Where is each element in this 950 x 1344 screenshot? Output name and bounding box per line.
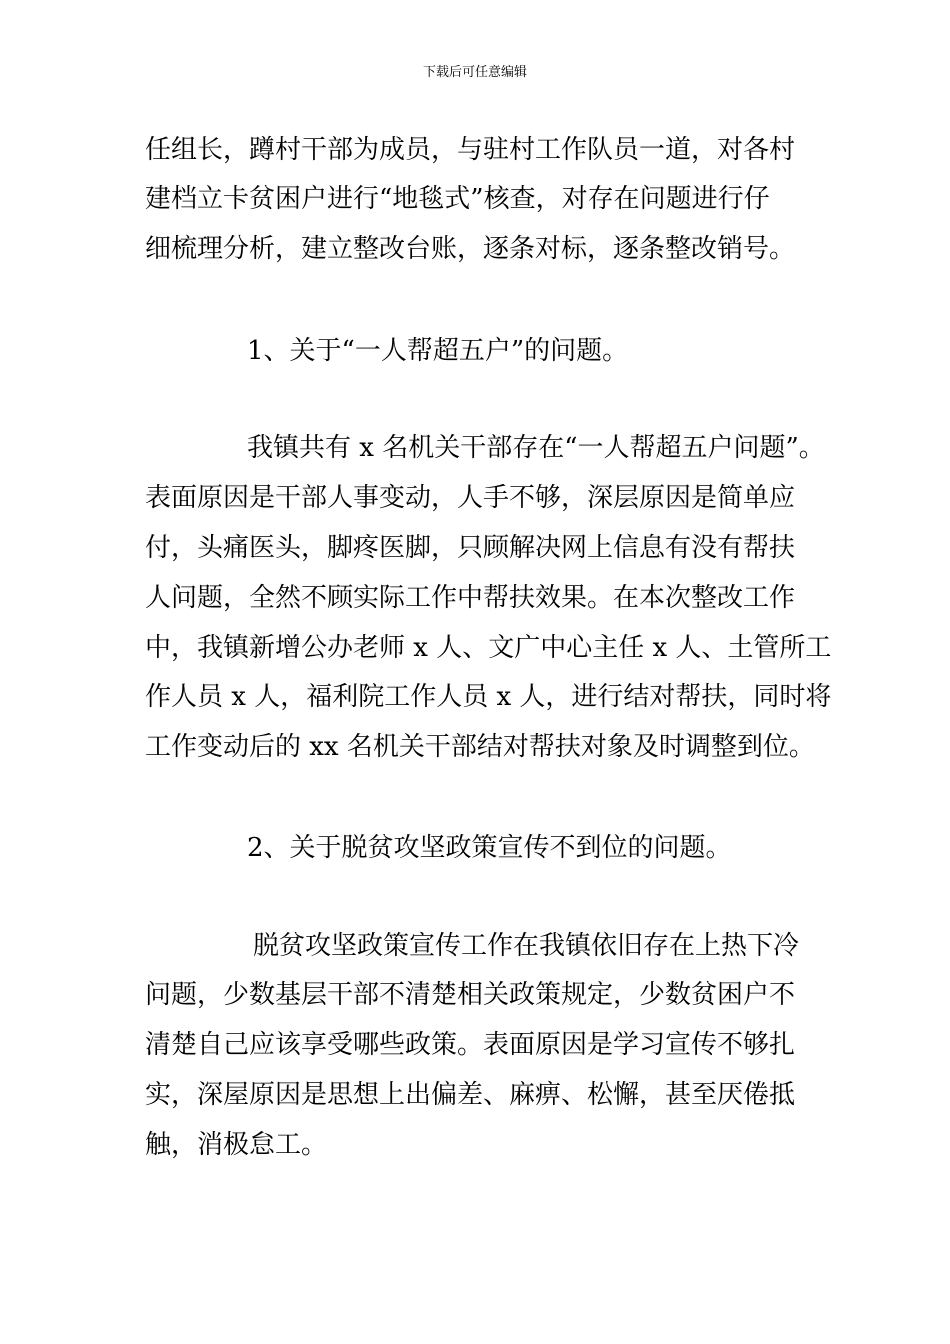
paragraph-line: 实，深屋原因是思想上出偏差、麻痹、松懈，甚至厌倦抵 [145,1080,796,1110]
paragraph-line: 我镇共有 x 名机关干部存在“一人帮超五户问题”。 [247,433,825,463]
paragraph-line: 工作变动后的 xx 名机关干部结对帮扶对象及时调整到位。 [145,732,815,762]
page-header-note: 下载后可任意编辑 [422,65,527,80]
section-heading-1: 1、关于“一人帮超五户”的问题。 [247,336,629,366]
paragraph-line: 触，消极怠工。 [145,1130,328,1160]
paragraph-line: 表面原因是干部人事变动，人手不够，深层原因是简单应 [145,483,796,513]
section-heading-2: 2、关于脱贫攻坚政策宣传不到位的问题。 [247,833,732,863]
paragraph-line: 中，我镇新增公办老师 x 人、文广中心主任 x 人、土管所工 [145,633,832,663]
paragraph-line: 人问题，全然不顾实际工作中帮扶效果。在本次整改工作 [145,583,796,613]
paragraph-line: 脱贫攻坚政策宣传工作在我镇依旧存在上热下冷 [253,931,800,961]
paragraph-line: 付，头痛医头，脚疼医脚，只顾解决网上信息有没有帮扶 [145,533,796,563]
paragraph-line: 清楚自己应该享受哪些政策。表面原因是学习宣传不够扎 [145,1030,796,1060]
paragraph-line: 细梳理分析，建立整改台账，逐条对标，逐条整改销号。 [145,234,796,264]
paragraph-line: 作人员 x 人，福利院工作人员 x 人，进行结对帮扶，同时将 [145,682,832,712]
paragraph-line: 任组长，蹲村干部为成员，与驻村工作队员一道，对各村 [145,135,796,165]
paragraph-line: 建档立卡贫困户进行“地毯式”核查，对存在问题进行仔 [145,184,770,214]
paragraph-line: 问题，少数基层干部不清楚相关政策规定，少数贫困户不 [145,980,796,1010]
